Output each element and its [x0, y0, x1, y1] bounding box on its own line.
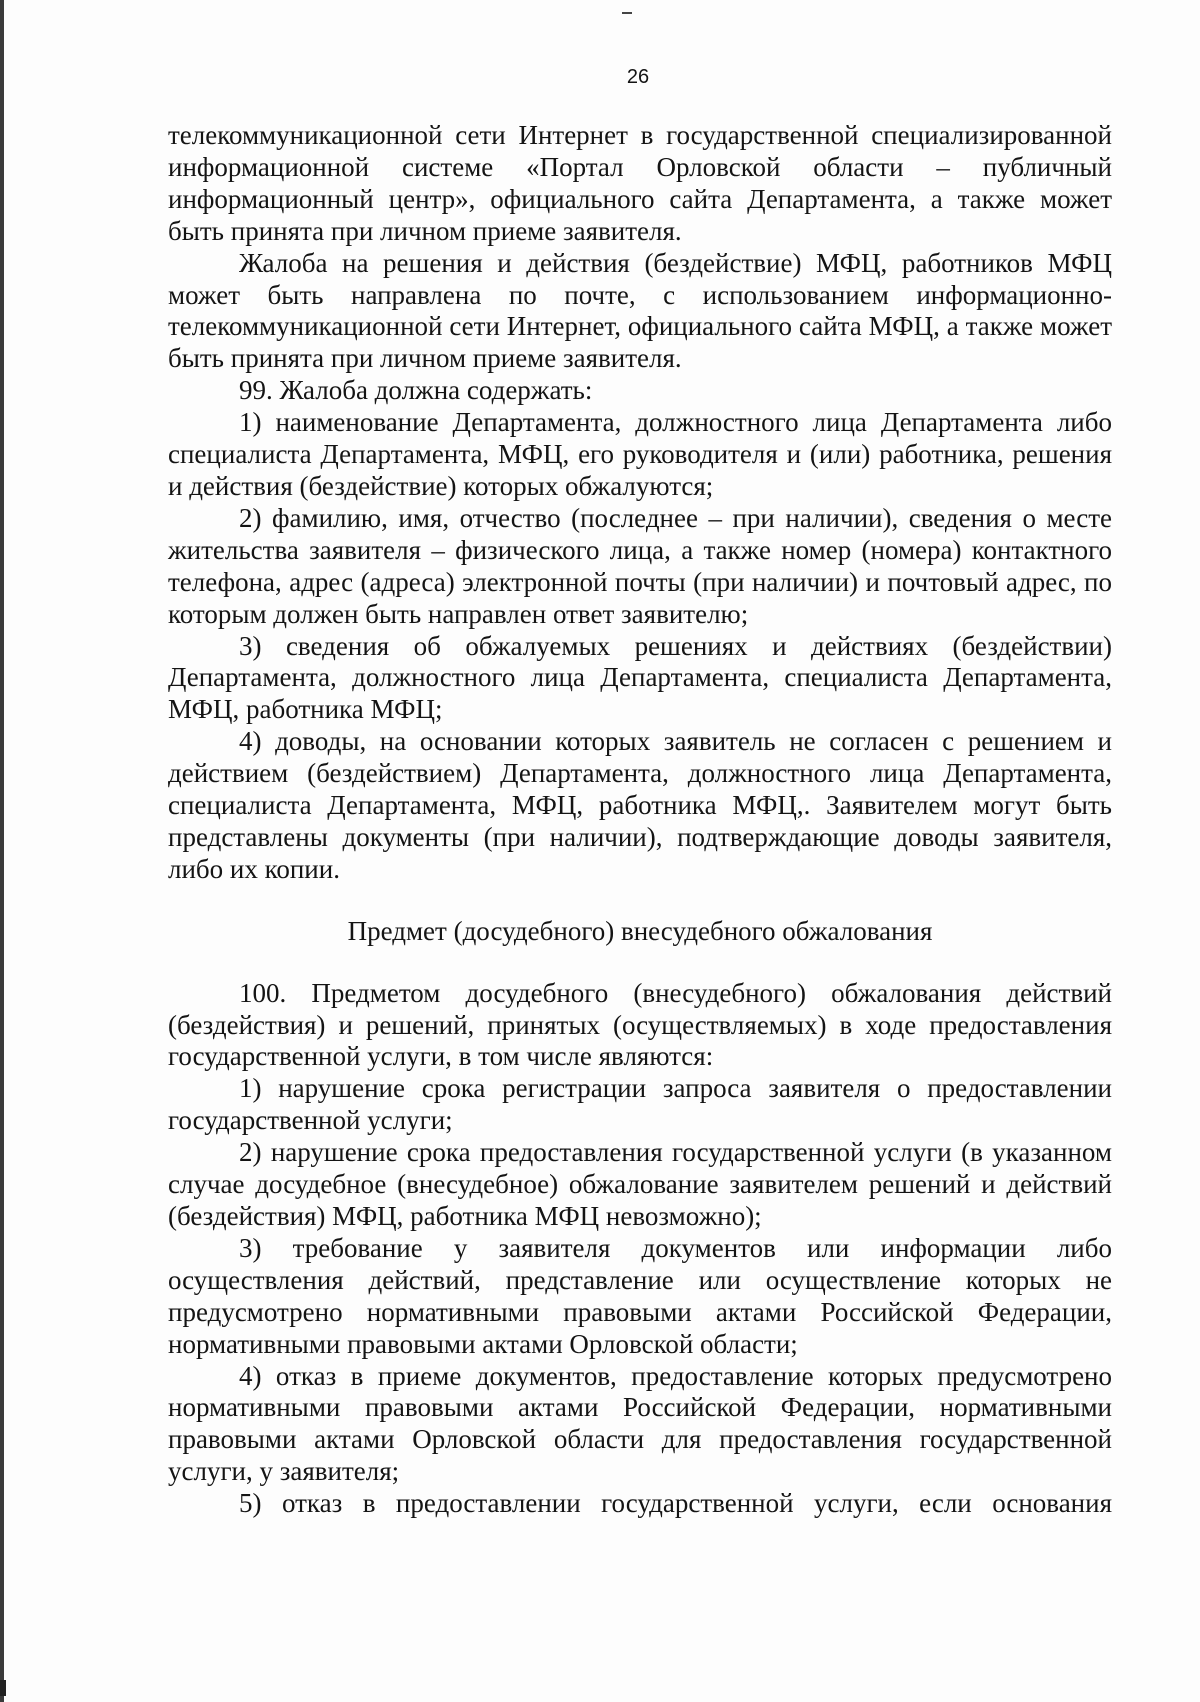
- list-item-99-4: 4) доводы, на основании которых заявитель не согласен с решением и действием (бездействием) Департамента, должностного лица Департамента, специалиста Департамента, МФЦ, работника МФЦ,. Заявителем могут быть представлены документы (при наличии), подтверждающие доводы заявителя, либо их копии.: [168, 726, 1112, 884]
- scan-left-edge: [0, 0, 4, 1702]
- list-item-100-1: 1) нарушение срока регистрации запроса заявителя о предоставлении государственной услуги;: [168, 1073, 1112, 1136]
- document-body: [168, 120, 1112, 1520]
- page-number: 26: [626, 66, 650, 88]
- list-item-99-3: 3) сведения об обжалуемых решениях и действиях (бездействии) Департамента, должностного лица Департамента, специалиста Департамента, МФЦ, работника МФЦ;: [168, 630, 1112, 725]
- paragraph-item-100: 100. Предметом досудебного (внесудебного) обжалования действий (бездействия) и решений, принятых (осуществляемых) в ходе предоставления государственной услуги, в том числе являются:: [168, 977, 1112, 1072]
- paragraph-continuation: телекоммуникационной сети Интернет в государственной специализированной информационной системе «Портал Орловской области – публичный информационный центр», официального сайта Департамента, а также может быть принята при личном приеме заявителя.: [168, 120, 1112, 246]
- section-heading: Предмет (досудебного) внесудебного обжалования: [347, 915, 933, 946]
- paragraph-item-99: 99. Жалоба должна содержать:: [239, 375, 593, 406]
- scan-bottom-mark: [0, 1680, 6, 1696]
- list-item-100-5: 5) отказ в предоставлении государственной услуги, если основания: [239, 1488, 1112, 1519]
- list-item-100-3: 3) требование у заявителя документов или информации либо осуществления действий, представление или осуществление которых не предусмотрено нормативными правовыми актами Российской Федерации, нормативными правовыми актами Орловской области;: [168, 1232, 1112, 1359]
- list-item-99-2: 2) фамилию, имя, отчество (последнее – при наличии), сведения о месте жительства заявителя – физического лица, а также номер (номера) контактного телефона, адрес (адреса) электронной почты (при наличии) и почтовый адрес, по которым должен быть направлен ответ заявителю;: [168, 502, 1112, 629]
- paragraph-mfc-complaint: Жалоба на решения и действия (бездействие) МФЦ, работников МФЦ может быть направлена по почте, с использованием информационно-телекоммуникационной сети Интернет, официального сайта МФЦ, а также может быть принята при личном приеме заявителя.: [168, 247, 1112, 374]
- scan-top-mark: [622, 12, 632, 14]
- list-item-99-1: 1) наименование Департамента, должностного лица Департамента либо специалиста Департамента, МФЦ, его руководителя и (или) работника, решения и действия (бездействие) которых обжалуются;: [168, 407, 1112, 501]
- list-item-100-2: 2) нарушение срока предоставления государственной услуги (в указанном случае досудебное (внесудебное) обжалование заявителем решений и действий (бездействия) МФЦ, работника МФЦ невозможно);: [168, 1137, 1112, 1231]
- list-item-100-4: 4) отказ в приеме документов, предоставление которых предусмотрено нормативными правовыми актами Российской Федерации, нормативными правовыми актами Орловской области для предоставления государственной услуги, у заявителя;: [168, 1360, 1112, 1487]
